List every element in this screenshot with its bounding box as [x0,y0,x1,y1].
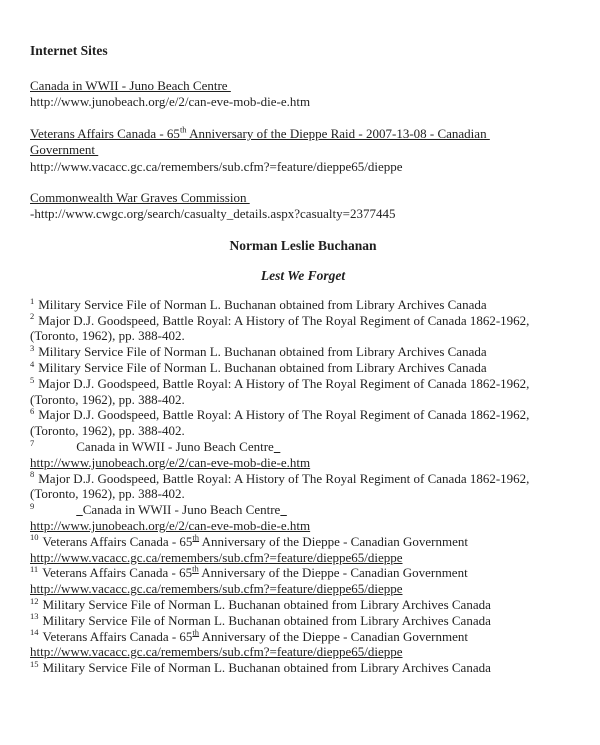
text-run: Anniversary of the Dieppe - Canadian Government [199,628,469,644]
hyperlink-url[interactable]: http://www.junobeach.org/e/2/can-eve-mob-die-e.htm [30,454,311,470]
footnotes-list [30,297,576,676]
footnote [30,360,576,376]
hyperlink-url[interactable]: http://www.vacacc.gc.ca/remembers/sub.cfm?=feature/dieppe65/dieppe [30,581,403,597]
internet-sites-heading: Internet Sites [30,43,108,58]
text-run: (Toronto, 1962), pp. 388-402. [30,391,185,407]
text-run: Anniversary of the Dieppe - Canadian Government [199,533,469,549]
text-run: Major D.J. Goodspeed, Battle Royal: A History of The Royal Regiment of Canada 1862-1962, [38,470,530,486]
footnote [30,502,576,534]
site-entry [30,78,576,111]
text-run: Government [30,142,99,158]
footnote [30,439,576,471]
text-run: Veterans Affairs Canada - 65 [42,565,193,581]
text-run: Military Service File of Norman L. Buchanan obtained from Library Archives Canada [38,296,487,312]
text-run: Major D.J. Goodspeed, Battle Royal: A History of The Royal Regiment of Canada 1862-1962, [38,407,530,423]
footnote-number: 9 [30,500,35,511]
footnote-number: 1 [30,295,35,306]
footnote [30,407,576,439]
footnote-number: 10 [30,532,39,543]
tab-indent [38,439,76,455]
site-url-text: http://www.junobeach.org/e/2/can-eve-mob-die-e.htm [30,94,311,110]
site-url-text: -http://www.cwgc.org/search/casualty_details.aspx?casualty=2377445 [30,206,396,222]
footnote-number: 6 [30,406,35,417]
internet-sites-list [30,78,576,223]
text-run: (Toronto, 1962), pp. 388-402. [30,486,185,502]
site-title-link[interactable] [30,78,231,93]
text-run: Canada in WWII - Juno Beach Centre [30,78,231,93]
hyperlink-url[interactable]: http://www.vacacc.gc.ca/remembers/sub.cfm?=feature/dieppe65/dieppe [30,549,403,565]
site-title-link[interactable] [30,126,490,157]
footnote [30,597,576,613]
underlined-space [274,439,281,454]
superscript-ordinal: th [179,124,187,135]
footnote-number: 13 [30,611,39,622]
superscript-ordinal: th [192,532,200,543]
text-run: Canada in WWII - Juno Beach Centre [76,439,274,455]
text-run: Veterans Affairs Canada - 65 [42,533,193,549]
text-run: Canada in WWII - Juno Beach Centre [82,502,281,518]
footnote [30,660,576,676]
text-run: (Toronto, 1962), pp. 388-402. [30,328,185,344]
text-run: Military Service File of Norman L. Buchanan obtained from Library Archives Canada [42,660,491,676]
text-run: Veterans Affairs Canada - 65 [30,125,180,141]
footnote-number: 3 [30,342,35,353]
page-title: Norman Leslie Buchanan [229,237,377,253]
hyperlink-url[interactable]: http://www.vacacc.gc.ca/remembers/sub.cfm?=feature/dieppe65/dieppe [30,644,403,660]
footnote [30,376,576,408]
footnote-number: 7 [30,437,35,448]
site-entry [30,190,576,223]
site-title-link[interactable] [30,190,250,205]
footnote [30,534,576,566]
underlined-space [280,502,287,517]
hyperlink-url[interactable]: http://www.junobeach.org/e/2/can-eve-mob-die-e.htm [30,518,311,533]
footnote-number: 12 [30,595,39,606]
text-run: Major D.J. Goodspeed, Battle Royal: A History of The Royal Regiment of Canada 1862-1962, [38,375,530,391]
footnote-number: 4 [30,358,35,369]
tab-indent [38,502,76,518]
footnote-number: 14 [30,627,39,638]
text-run: Military Service File of Norman L. Buchanan obtained from Library Archives Canada [42,596,491,612]
footnote-number: 11 [30,564,39,575]
text-run: (Toronto, 1962), pp. 388-402. [30,423,185,439]
text-run: Commonwealth War Graves Commission [30,190,250,206]
footnote [30,297,576,313]
footnote [30,313,576,345]
text-run: Veterans Affairs Canada - 65 [42,628,193,644]
text-run: Military Service File of Norman L. Buchanan obtained from Library Archives Canada [42,612,491,628]
footnote-number: 5 [30,374,35,385]
superscript-ordinal: th [192,564,199,575]
superscript-ordinal: th [192,627,200,638]
footnote-number: 2 [30,311,35,322]
footnote-number: 15 [30,658,39,669]
page-subtitle: Lest We Forget [260,267,346,283]
text-run: Military Service File of Norman L. Buchanan obtained from Library Archives Canada [38,344,487,360]
footnote [30,471,576,503]
footnote [30,613,576,629]
text-run: Major D.J. Goodspeed, Battle Royal: A History of The Royal Regiment of Canada 1862-1962, [38,312,530,328]
site-url-text: http://www.vacacc.gc.ca/remembers/sub.cfm?=feature/dieppe65/dieppe [30,158,403,174]
footnote [30,565,576,597]
footnote [30,629,576,661]
site-entry [30,126,576,175]
text-run: Anniversary of the Dieppe - Canadian Government [198,565,468,581]
text-run: Military Service File of Norman L. Buchanan obtained from Library Archives Canada [38,360,487,376]
text-run: Anniversary of the Dieppe Raid - 2007-13-08 - Canadian [186,125,490,141]
footnote-number: 8 [30,469,35,480]
footnote [30,344,576,360]
